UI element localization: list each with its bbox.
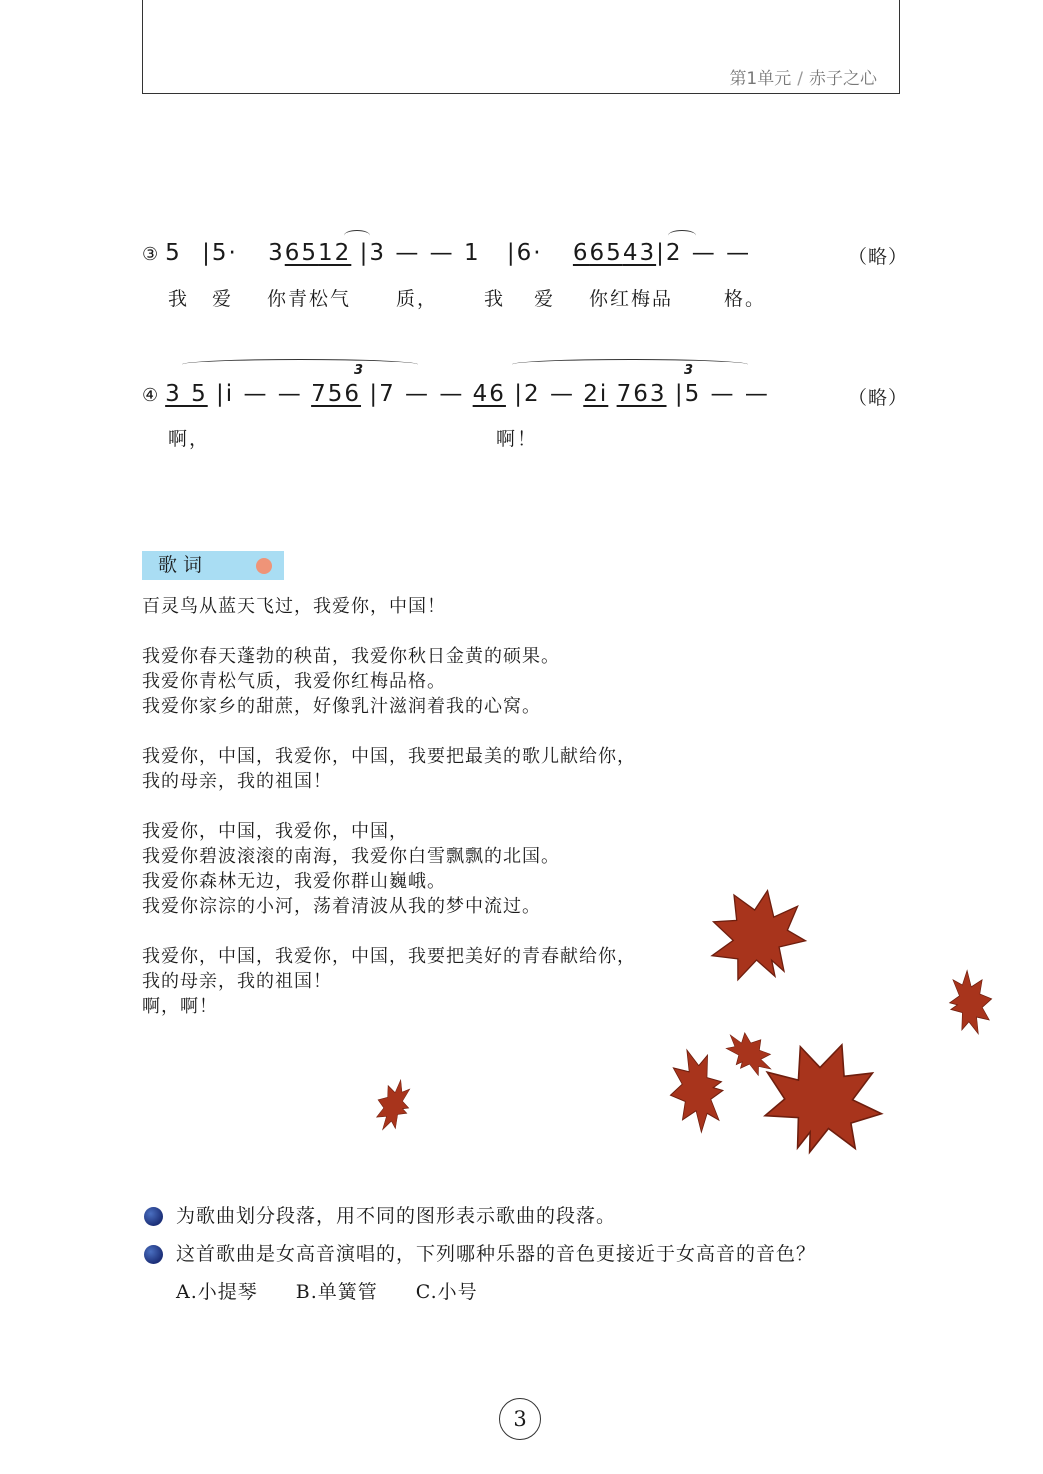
leaf-icon <box>945 967 998 1038</box>
question-item <box>144 1202 816 1240</box>
note-group: |5· <box>202 240 238 266</box>
triplet-mark: 3 <box>354 363 365 378</box>
leaf-icon <box>663 1045 729 1136</box>
omitted-mark: （略） <box>848 246 909 268</box>
leaf-icon <box>746 1024 899 1171</box>
lyric-line: 啊，啊！ <box>142 996 218 1017</box>
lyric-line: 百灵鸟从蓝天飞过，我爱你，中国！ <box>142 596 446 617</box>
lyric-syllable: 格。 <box>724 288 767 310</box>
page-number: 3 <box>499 1398 541 1440</box>
question-item <box>144 1240 816 1278</box>
lyric-line: 我爱你，中国，我爱你，中国，我要把美好的青春献给你， <box>142 946 636 967</box>
lyric-syllable: 我 <box>484 288 506 310</box>
lyric-syllable: 爱 <box>212 288 234 310</box>
unit-title: 赤子之心 <box>809 69 877 89</box>
header-separator: / <box>797 69 803 89</box>
exercise-questions <box>144 1202 816 1306</box>
lyric-syllable: 爱 <box>534 288 556 310</box>
note-group: 46 <box>472 381 506 407</box>
question-text: 为歌曲划分段落，用不同的图形表示歌曲的段落。 <box>176 1205 617 1227</box>
lyric-syllable: 啊！ <box>496 428 539 450</box>
unit-label: 第1单元 <box>729 69 792 89</box>
note-group: |i — — <box>216 381 303 407</box>
lyric-line: 我爱你青松气质，我爱你红梅品格。 <box>142 671 446 692</box>
lyric-syllable: 你青松气 <box>267 288 352 310</box>
note-group: 756 <box>311 381 362 407</box>
question-text: 这首歌曲是女高音演唱的，下列哪种乐器的音色更接近于女高音的音色？ <box>176 1243 817 1265</box>
lyric-line: 我爱你，中国，我爱你，中国，我要把最美的歌儿献给你， <box>142 746 636 767</box>
lyric-syllable: 啊， <box>168 428 211 450</box>
line-marker-4: ④ <box>142 385 160 406</box>
note-group: 43 <box>622 240 657 266</box>
leaf-icon <box>369 1075 417 1136</box>
lyric-line: 我爱你森林无边，我爱你群山巍峨。 <box>142 871 446 892</box>
note-group: |7 — — <box>369 381 465 407</box>
lyric-syllable: 我 <box>168 288 190 310</box>
lyric-line: 我爱你家乡的甜蔗，好像乳汁滋润着我的心窝。 <box>142 696 541 717</box>
note-group: |2 — <box>514 381 575 407</box>
note-group: |2 — — <box>656 240 752 266</box>
lyric-syllable: 质， <box>396 288 439 310</box>
note-group: 6 <box>572 240 590 266</box>
section-label: 歌词 <box>158 554 209 576</box>
triplet-mark: 3 <box>684 363 695 378</box>
lyric-line: 我的母亲，我的祖国！ <box>142 771 332 792</box>
note-group: 12 <box>318 240 352 266</box>
note-pickup: 5 <box>165 240 182 266</box>
lyric-line: 我爱你，中国，我爱你，中国， <box>142 821 408 842</box>
note-group: 3 5 <box>165 381 208 407</box>
option-b: B.单簧管 <box>295 1281 378 1303</box>
lyric-line: 我爱你春天蓬勃的秧苗，我爱你秋日金黄的硕果。 <box>142 646 560 667</box>
option-a: A.小提琴 <box>176 1281 258 1303</box>
lyric-syllable: 你红梅品 <box>589 288 674 310</box>
note-group: 2i <box>583 381 609 407</box>
note-group: 65 <box>589 240 623 266</box>
note-group: |3 — — 1 <box>359 240 481 266</box>
blue-bullet-icon <box>144 1245 163 1264</box>
lyric-line: 我爱你淙淙的小河，荡着清波从我的梦中流过。 <box>142 896 541 917</box>
option-c: C.小号 <box>415 1281 478 1303</box>
omitted-mark: （略） <box>848 387 909 409</box>
note-group: |5 — — <box>674 381 770 407</box>
blue-bullet-icon <box>144 1207 163 1226</box>
answer-options <box>144 1278 816 1306</box>
line-marker-3: ③ <box>142 244 160 265</box>
lyric-line: 我的母亲，我的祖国！ <box>142 971 332 992</box>
note-group: |6· <box>506 240 543 266</box>
note-group: 65 <box>284 240 319 266</box>
note-group: 3 <box>268 240 285 266</box>
lyric-line: 我爱你碧波滚滚的南海，我爱你白雪飘飘的北国。 <box>142 846 560 867</box>
leaf-icon <box>691 870 822 998</box>
note-group: 763 <box>616 381 667 407</box>
